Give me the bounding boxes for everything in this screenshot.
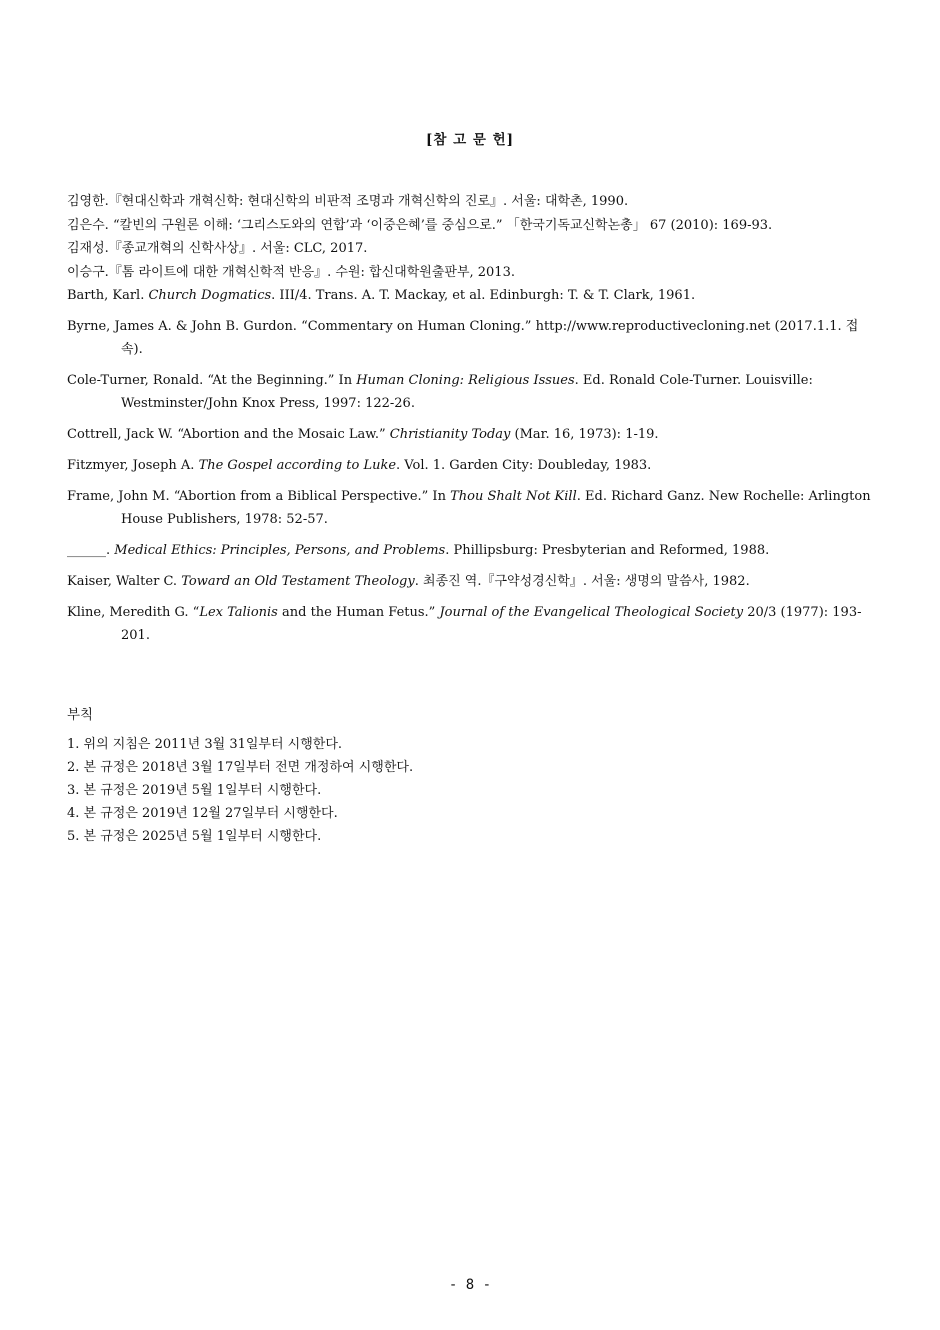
reference-text: 김재성.『종교개혁의 신학사상』. 서울: CLC, 2017.	[67, 241, 368, 256]
reference-title: Journal of the Evangelical Theological Society	[439, 605, 744, 620]
reference-entry	[67, 237, 877, 261]
reference-text: and the Human Fetus.”	[277, 605, 440, 620]
reference-title: The Gospel according to Luke	[198, 458, 397, 473]
reference-text: . 최종진 역.『구약성경신학』. 서울: 생명의 말씀사, 1982.	[414, 574, 750, 589]
reference-text: Kline, Meredith G. “	[67, 605, 200, 620]
reference-title: Christianity Today	[389, 427, 511, 442]
reference-entry	[67, 423, 877, 446]
references-heading: [참 고 문 헌]	[425, 132, 515, 148]
appendix-item: 1. 위의 지침은 2011년 3월 31일부터 시행한다.	[67, 737, 343, 752]
reference-text: . III/4. Trans. A. T. Mackay, et al. Edinburgh: T. & T. Clark, 1961.	[271, 288, 696, 303]
reference-text: Cole-Turner, Ronald. “At the Beginning.” In	[67, 373, 357, 388]
reference-text: (Mar. 16, 1973): 1-19.	[510, 427, 659, 442]
reference-text: Barth, Karl.	[67, 288, 149, 303]
appendix-item: 5. 본 규정은 2025년 5월 1일부터 시행한다.	[67, 829, 322, 844]
reference-text: ______.	[67, 543, 115, 558]
reference-title: Medical Ethics: Principles, Persons, and Problems	[114, 543, 446, 558]
reference-text: 이승구.『톰 라이트에 대한 개혁신학적 반응』. 수원: 합신대학원출판부, 2013.	[67, 264, 515, 280]
reference-entry	[67, 261, 877, 285]
reference-entry	[67, 284, 877, 307]
reference-title: Toward an Old Testament Theology	[181, 574, 415, 589]
appendix-item: 4. 본 규정은 2019년 12월 27일부터 시행한다.	[67, 806, 338, 821]
reference-text: . Ed. Richard Ganz. New Rochelle: Arlington House Publishers, 1978: 52-57.	[121, 489, 871, 527]
reference-title: Human Cloning: Religious Issues	[356, 373, 575, 388]
reference-text: . Vol. 1. Garden City: Doubleday, 1983.	[396, 458, 652, 473]
reference-entry	[67, 315, 877, 361]
reference-text: 김은수. “칼빈의 구원론 이해: ‘그리스도와의 연합’과 ‘이중은혜’를 중심으로.” 「한국기독교신학논총」 67 (2010): 169-93.	[67, 217, 773, 233]
page-number: - 8 -	[448, 1277, 492, 1293]
reference-text: Fitzmyer, Joseph A.	[67, 458, 199, 473]
appendix-item: 3. 본 규정은 2019년 5월 1일부터 시행한다.	[67, 783, 322, 798]
reference-entry	[67, 214, 877, 238]
appendix-section	[67, 703, 877, 848]
reference-text: Byrne, James A. & John B. Gurdon. “Commentary on Human Cloning.” http://www.reproductivecloning.net (2017.1.1. 접속).	[67, 319, 859, 357]
appendix-title: 부칙	[67, 707, 94, 723]
reference-entry	[67, 454, 877, 477]
reference-text: Frame, John M. “Abortion from a Biblical Perspective.” In	[67, 489, 451, 504]
reference-entry	[67, 190, 877, 214]
appendix-item: 2. 본 규정은 2018년 3월 17일부터 전면 개정하여 시행한다.	[67, 760, 414, 775]
reference-list	[67, 190, 877, 647]
reference-text: . Phillipsburg: Presbyterian and Reformed, 1988.	[445, 543, 770, 558]
reference-text: . Ed. Ronald Cole-Turner. Louisville: Westminster/John Knox Press, 1997: 122-26.	[121, 373, 813, 411]
reference-entry	[67, 369, 877, 415]
reference-title: Church Dogmatics	[148, 288, 272, 303]
reference-text: Kaiser, Walter C.	[67, 574, 182, 589]
reference-title: Thou Shalt Not Kill	[450, 489, 577, 504]
reference-entry	[67, 570, 877, 593]
reference-text: Cottrell, Jack W. “Abortion and the Mosaic Law.”	[67, 427, 390, 442]
reference-text: 20/3 (1977): 193-201.	[121, 605, 862, 643]
reference-text: 김영한.『현대신학과 개혁신학: 현대신학의 비판적 조명과 개혁신학의 진로』. 서울: 대학촌, 1990.	[67, 194, 629, 209]
reference-title: Lex Talionis	[199, 605, 278, 620]
reference-entry	[67, 601, 877, 647]
reference-entry	[67, 485, 877, 531]
reference-entry	[67, 539, 877, 562]
